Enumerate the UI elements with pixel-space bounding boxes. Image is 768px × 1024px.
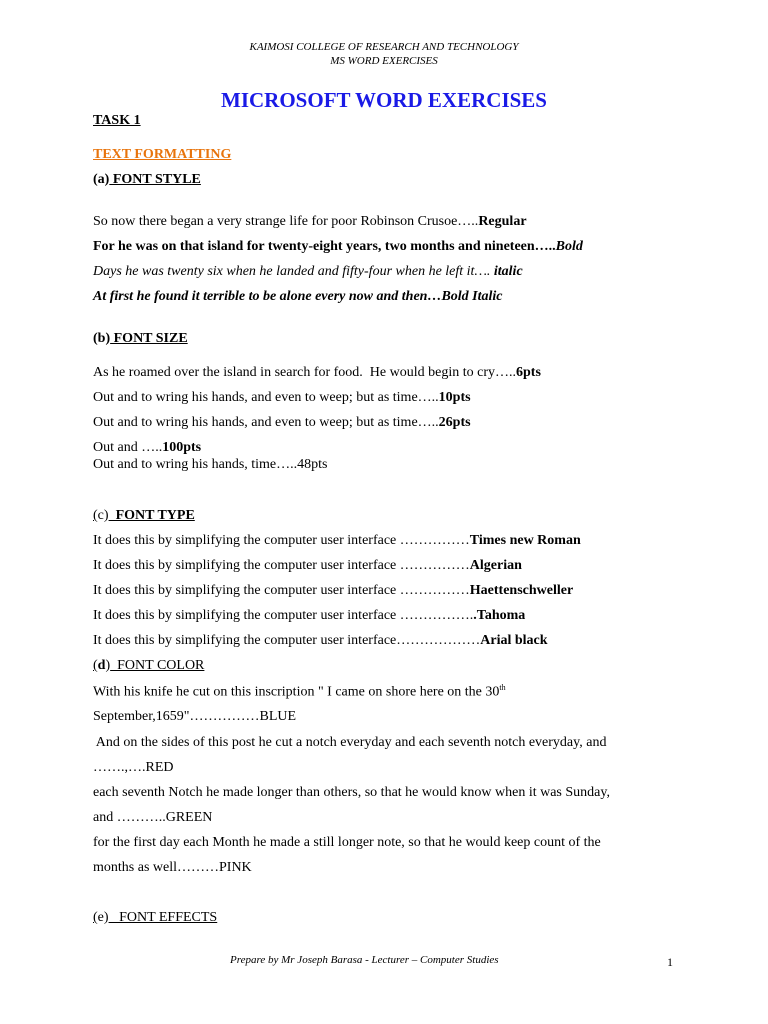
font-color-line-3: And on the sides of this post he cut a notch everyday and each seventh notch everyday, and: [93, 735, 607, 750]
font-type-line-3: It does this by simplifying the computer user interface ……………Haettenschweller: [93, 583, 574, 598]
font-type-heading: (c) FONT TYPE: [93, 508, 195, 523]
font-type-line-5: It does this by simplifying the computer user interface………………Arial black: [93, 633, 548, 648]
font-size-heading: (b) FONT SIZE: [93, 331, 188, 346]
header-college-name: KAIMOSI COLLEGE OF RESEARCH AND TECHNOLOGY: [249, 41, 519, 53]
page-number: 1: [667, 955, 673, 969]
footer-text: Prepare by Mr Joseph Barasa - Lecturer – Computer Studies: [230, 954, 499, 966]
font-style-title: FONT STYLE: [109, 172, 201, 187]
font-color-heading: (d) FONT COLOR: [93, 658, 205, 673]
font-color-line-6: and ………..GREEN: [93, 810, 213, 825]
font-color-line-4: …….,….RED: [93, 760, 174, 775]
font-size-line-2: Out and to wring his hands, and even to weep; but as time…..10pts: [93, 390, 471, 405]
font-style-prefix: (a): [93, 172, 110, 187]
font-style-line-2: For he was on that island for twenty-eight years, two months and nineteen…..Bold: [93, 239, 583, 254]
font-size-line-5: Out and to wring his hands, time…..48pts: [93, 457, 328, 472]
font-size-line-4: Out and …..100pts: [93, 440, 202, 455]
font-size-line-3: Out and to wring his hands, and even to weep; but as time…..26pts: [93, 415, 471, 430]
font-style-heading: [93, 172, 201, 188]
font-color-line-1: With his knife he cut on this inscription " I came on shore here on the 30th: [93, 683, 506, 700]
font-color-line-5: each seventh Notch he made longer than others, so that he would know when it was Sunday,: [93, 785, 610, 800]
font-style-line-1: So now there began a very strange life for poor Robinson Crusoe…..Regular: [93, 214, 527, 229]
font-type-line-4: It does this by simplifying the computer user interface ……………..Tahoma: [93, 608, 526, 623]
task-heading: TASK 1: [93, 113, 141, 128]
font-color-line-8: months as well………PINK: [93, 860, 252, 875]
font-style-line-3: Days he was twenty six when he landed and fifty-four when he left it…. italic: [93, 264, 523, 279]
header-subtitle: MS WORD EXERCISES: [330, 55, 438, 67]
font-color-line-2: September,1659"……………BLUE: [93, 709, 297, 724]
font-effects-heading: (e) FONT EFFECTS: [93, 910, 218, 925]
font-type-line-2: It does this by simplifying the computer user interface ……………Algerian: [93, 558, 522, 573]
font-type-line-1: It does this by simplifying the computer user interface ……………Times new Roman: [93, 533, 581, 548]
font-style-line-4: At first he found it terrible to be alone every now and then…Bold Italic: [93, 289, 503, 304]
font-size-line-1: As he roamed over the island in search for food. He would begin to cry…..6pts: [93, 365, 541, 380]
font-color-line-7: for the first day each Month he made a still longer note, so that he would keep count of the: [93, 835, 601, 850]
section-heading: TEXT FORMATTING: [93, 147, 232, 162]
page-title: MICROSOFT WORD EXERCISES: [221, 88, 547, 112]
